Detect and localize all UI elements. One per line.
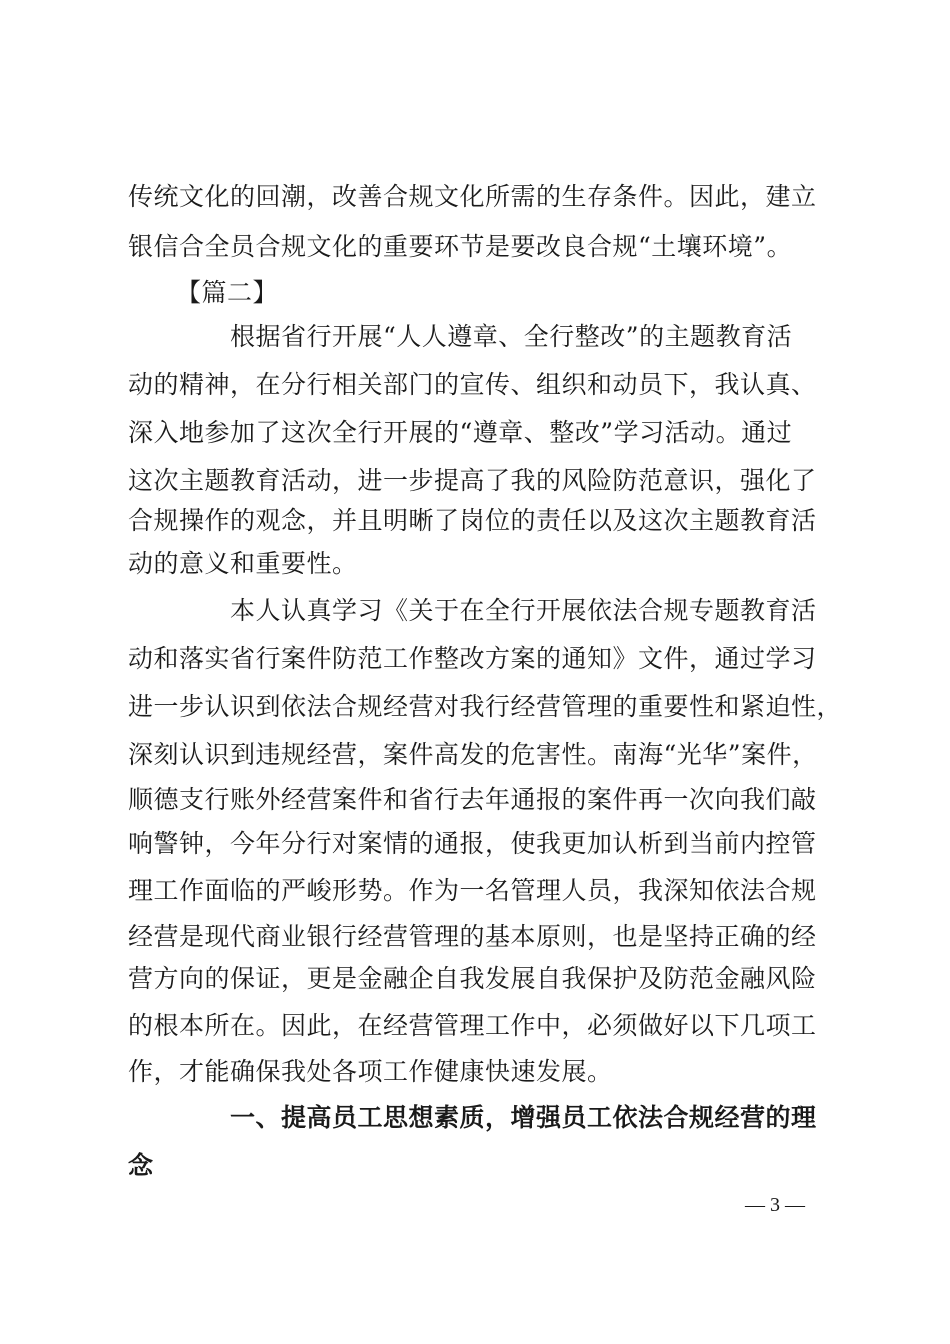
paragraph-line: 深入地参加了这次全行开展的“遵章、整改”学习活动。通过 <box>128 418 793 447</box>
paragraph-line: 动的意义和重要性。 <box>128 549 358 578</box>
paragraph-line: 合规操作的观念，并且明晰了岗位的责任以及这次主题教育活 <box>128 506 817 535</box>
paragraph-line: 传统文化的回潮，改善合规文化所需的生存条件。因此，建立 <box>128 182 817 211</box>
paragraph-line: 本人认真学习《关于在全行开展依法合规专题教育活 <box>230 596 817 625</box>
paragraph-line: 动的精神，在分行相关部门的宣传、组织和动员下，我认真、 <box>128 370 817 399</box>
paragraph-line: 的根本所在。因此，在经营管理工作中，必须做好以下几项工 <box>128 1011 817 1040</box>
section-heading: 一、提高员工思想素质，增强员工依法合规经营的理 <box>230 1103 817 1132</box>
paragraph-line: 顺德支行账外经营案件和省行去年通报的案件再一次向我们敲 <box>128 785 817 814</box>
section-heading: 念 <box>128 1151 154 1180</box>
paragraph-line: 营方向的保证，更是金融企自我发展自我保护及防范金融风险 <box>128 964 817 993</box>
paragraph-line: 进一步认识到依法合规经营对我行经营管理的重要性和紧迫性， <box>128 692 843 721</box>
paragraph-line: 理工作面临的严峻形势。作为一名管理人员，我深知依法合规 <box>128 876 817 905</box>
paragraph-line: 这次主题教育活动，进一步提高了我的风险防范意识，强化了 <box>128 466 817 495</box>
section-marker: 【篇二】 <box>176 278 279 307</box>
page-number: — 3 — <box>745 1194 805 1216</box>
paragraph-line: 动和落实省行案件防范工作整改方案的通知》文件，通过学习 <box>128 644 817 673</box>
paragraph-line: 响警钟，今年分行对案情的通报，使我更加认析到当前内控管 <box>128 829 817 858</box>
paragraph-line: 根据省行开展“人人遵章、全行整改”的主题教育活 <box>230 322 793 351</box>
paragraph-line: 作，才能确保我处各项工作健康快速发展。 <box>128 1057 613 1086</box>
paragraph-line: 深刻认识到违规经营，案件高发的危害性。南海“光华”案件， <box>128 740 818 769</box>
paragraph-line: 经营是现代商业银行经营管理的基本原则，也是坚持正确的经 <box>128 922 817 951</box>
paragraph-line: 银信合全员合规文化的重要环节是要改良合规“土壤环境”。 <box>128 232 793 261</box>
